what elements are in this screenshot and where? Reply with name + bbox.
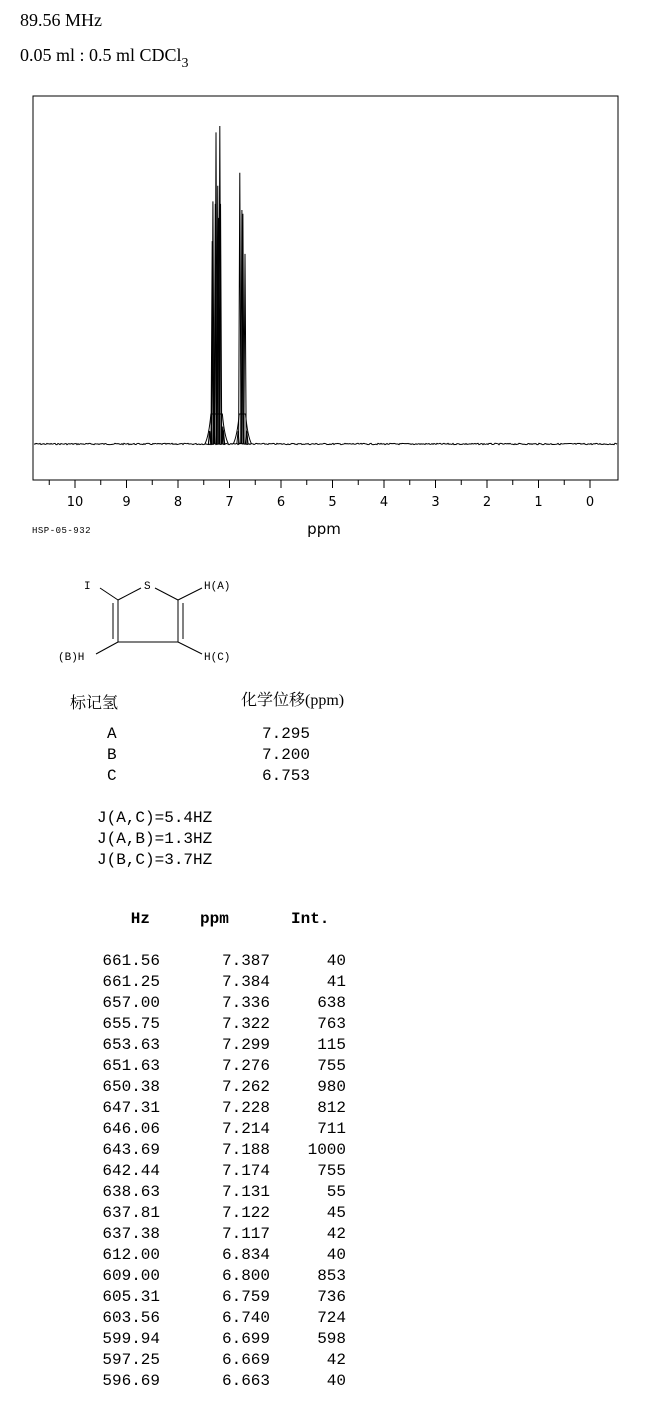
peak-intensity: 1000 (307, 1141, 346, 1159)
peak-intensity: 812 (317, 1099, 346, 1117)
peak-ppm: 6.663 (221, 1372, 270, 1390)
peak-intensity: 55 (326, 1183, 346, 1201)
peak-header-ppm: ppm (200, 910, 229, 928)
peak-intensity: 755 (317, 1162, 346, 1180)
peak-intensity: 853 (317, 1267, 346, 1285)
peak-ppm: 7.387 (221, 952, 270, 970)
peak-intensity: 42 (326, 1225, 346, 1243)
peak-hz: 661.56 (102, 952, 160, 970)
atom-h-a: H(A) (204, 581, 231, 593)
peak-hz: 596.69 (102, 1372, 160, 1390)
spectrometer-frequency: 89.56 MHz (20, 10, 102, 30)
x-tick-label: 7 (225, 495, 234, 510)
peak-hz: 646.06 (102, 1120, 160, 1138)
peak-hz: 657.00 (102, 994, 160, 1012)
spectrum-code: HSP-05-932 (32, 526, 92, 536)
peak-hz: 653.63 (102, 1036, 160, 1054)
peak-hz: 650.38 (102, 1078, 160, 1096)
atom-iodine: I (84, 581, 91, 593)
peak-header-int: Int. (291, 910, 330, 928)
atom-h-b: (B)H (58, 652, 85, 664)
x-tick-label: 10 (66, 495, 84, 510)
assignment-label: A (107, 725, 117, 743)
x-tick-label: 2 (482, 495, 492, 510)
peak-intensity: 45 (326, 1204, 346, 1222)
assignment-shift: 7.295 (262, 725, 311, 743)
peak-hz: 612.00 (102, 1246, 160, 1264)
peak-intensity: 736 (317, 1288, 346, 1306)
peak-hz: 637.81 (102, 1204, 160, 1222)
assignment-shift: 7.200 (262, 746, 311, 764)
atom-sulfur: S (144, 581, 151, 593)
peak-ppm: 6.669 (221, 1351, 270, 1369)
peak-intensity: 598 (317, 1330, 346, 1348)
atom-h-c: H(C) (204, 652, 231, 664)
peak-intensity: 40 (326, 1246, 346, 1264)
coupling-constant: J(B,C)=3.7HZ (97, 851, 213, 869)
peak-ppm: 7.276 (221, 1057, 270, 1075)
peak-hz: 651.63 (102, 1057, 160, 1075)
peak-hz: 661.25 (102, 973, 160, 991)
solvent-text: 0.05 ml : 0.5 ml CDCl (20, 45, 182, 65)
peak-hz: 603.56 (102, 1309, 160, 1327)
coupling-constant: J(A,B)=1.3HZ (97, 830, 213, 848)
peak-ppm: 7.214 (221, 1120, 270, 1138)
x-tick-label: 0 (585, 495, 595, 510)
peak-ppm: 7.262 (221, 1078, 270, 1096)
assignment-header-label: 标记氢 (70, 695, 119, 712)
coupling-constant: J(A,C)=5.4HZ (97, 809, 213, 827)
x-tick-label: 4 (379, 495, 389, 510)
peak-intensity: 42 (326, 1351, 346, 1369)
x-tick-label: 1 (534, 495, 543, 510)
peak-intensity: 755 (317, 1057, 346, 1075)
assignment-header-shift: 化学位移(ppm) (241, 692, 345, 709)
nmr-spectrum-chart (0, 0, 652, 560)
peak-ppm: 7.322 (221, 1015, 270, 1033)
peak-hz: 597.25 (102, 1351, 160, 1369)
peak-intensity: 763 (317, 1015, 346, 1033)
x-axis (49, 480, 594, 510)
peak-intensity: 115 (317, 1036, 346, 1054)
peak-ppm: 7.117 (221, 1225, 270, 1243)
peak-ppm: 6.759 (221, 1288, 270, 1306)
peak-intensity: 40 (326, 1372, 346, 1390)
peak-ppm: 7.122 (221, 1204, 270, 1222)
multiplet-envelope (233, 414, 251, 444)
bond-s-c5 (155, 588, 178, 600)
x-tick-label: 3 (431, 495, 440, 510)
peak-ppm: 6.699 (221, 1330, 270, 1348)
peak-hz: 637.38 (102, 1225, 160, 1243)
peak-intensity: 711 (317, 1120, 346, 1138)
assignment-label: B (107, 746, 117, 764)
peak-ppm: 7.188 (221, 1141, 270, 1159)
plot-frame (33, 96, 618, 480)
peak-hz: 643.69 (102, 1141, 160, 1159)
solvent-subscript: 3 (181, 56, 189, 71)
peak-ppm: 7.299 (221, 1036, 270, 1054)
peak-ppm: 6.740 (221, 1309, 270, 1327)
x-tick-label: 6 (276, 495, 286, 510)
peak-intensity: 980 (317, 1078, 346, 1096)
peak-ppm: 7.228 (221, 1099, 270, 1117)
assignment-label: C (107, 767, 117, 785)
peak-hz: 642.44 (102, 1162, 160, 1180)
peak-ppm: 7.131 (221, 1183, 270, 1201)
x-axis-label: ppm (307, 520, 341, 538)
peak-ppm: 7.174 (221, 1162, 270, 1180)
bond-c3-hb (96, 642, 118, 654)
x-tick-label: 8 (173, 495, 183, 510)
bond-c4-hc (178, 642, 202, 654)
spectrum-peaks (205, 126, 252, 444)
peak-intensity: 724 (317, 1309, 346, 1327)
peak-header-hz: Hz (130, 910, 150, 928)
bond-c5-ha (178, 588, 202, 600)
peak-intensity: 41 (326, 973, 346, 991)
peak-ppm: 7.384 (221, 973, 270, 991)
peak-hz: 599.94 (102, 1330, 160, 1348)
peak-ppm: 6.800 (221, 1267, 270, 1285)
x-tick-label: 9 (122, 495, 131, 510)
assignment-shift: 6.753 (262, 767, 311, 785)
peak-intensity: 638 (317, 994, 346, 1012)
peak-hz: 638.63 (102, 1183, 160, 1201)
x-tick-label: 5 (328, 495, 337, 510)
peak-hz: 655.75 (102, 1015, 160, 1033)
peak-hz: 647.31 (102, 1099, 160, 1117)
peak-ppm: 6.834 (221, 1246, 270, 1264)
spectrum-baseline (34, 443, 617, 444)
peak-ppm: 7.336 (221, 994, 270, 1012)
bond-c2-s (118, 588, 141, 600)
peak-hz: 605.31 (102, 1288, 160, 1306)
bond-i-c2 (100, 588, 118, 600)
peak-hz: 609.00 (102, 1267, 160, 1285)
peak-intensity: 40 (326, 952, 346, 970)
